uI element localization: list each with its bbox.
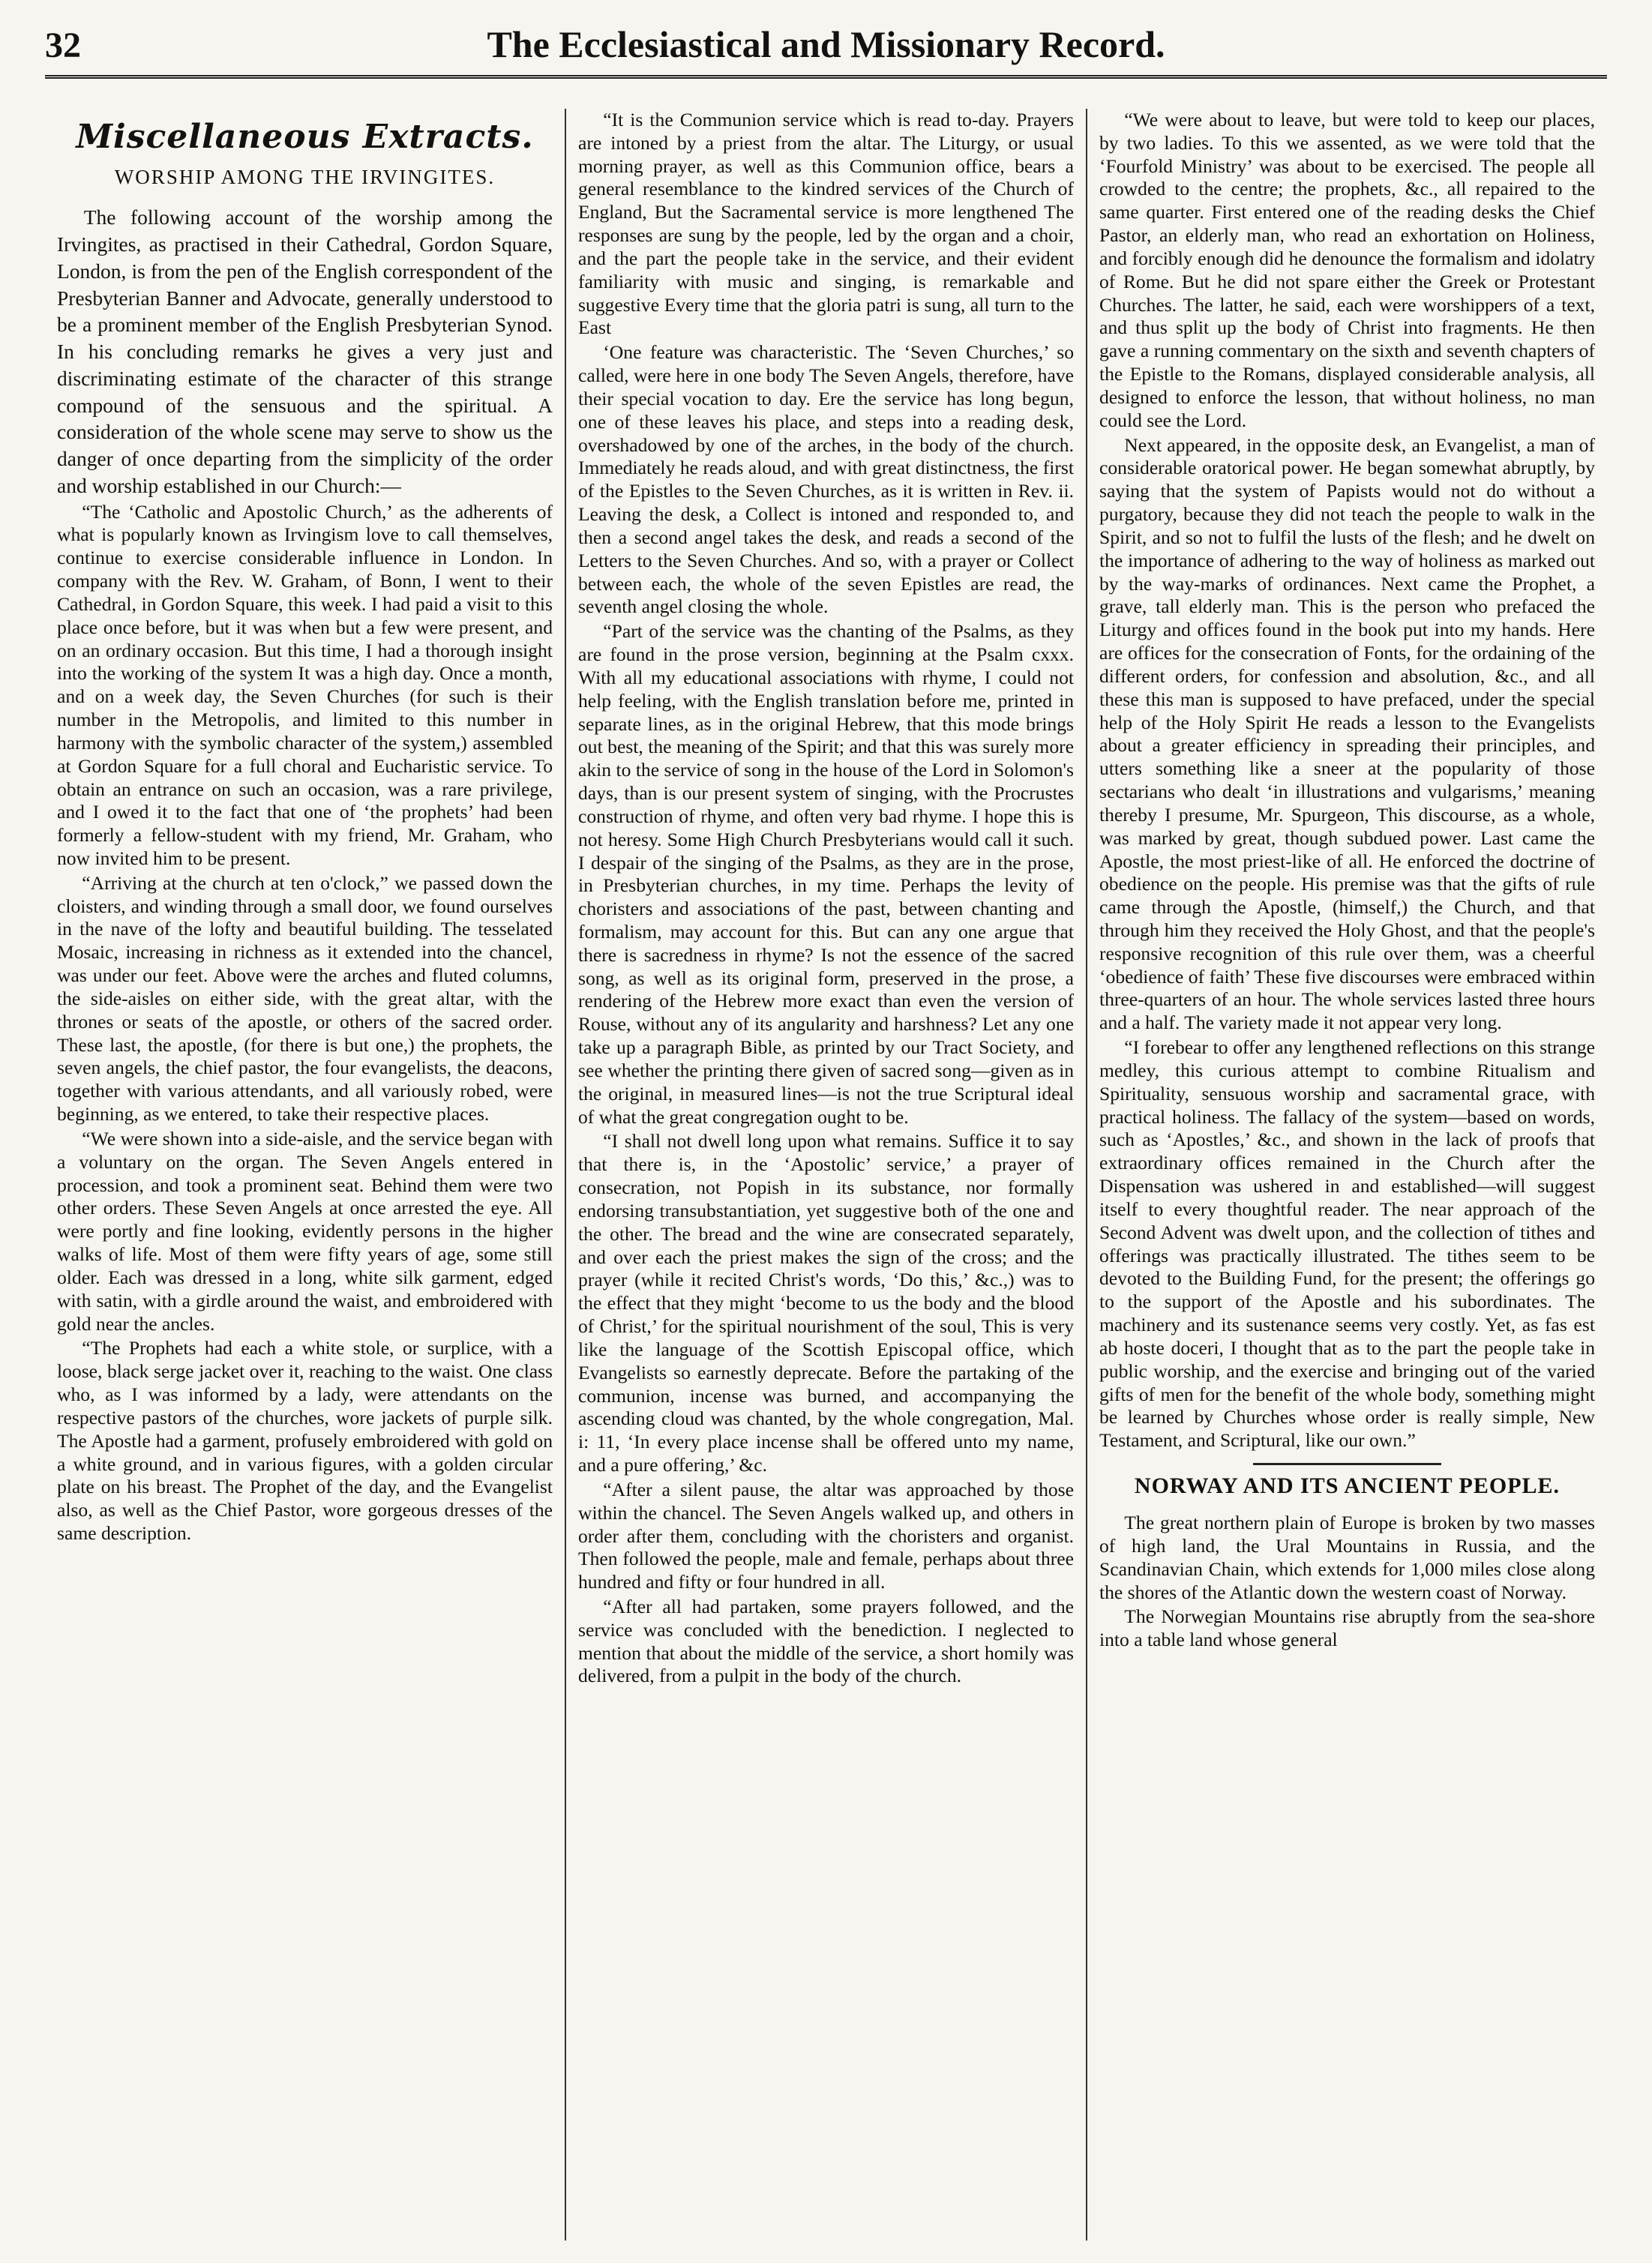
article-title-irvingites: WORSHIP AMONG THE IRVINGITES. bbox=[114, 165, 496, 188]
paragraph: “It is the Communion service which is read to-day. Prayers are intoned by a priest from the altar. The Liturgy, or usual morning prayer, as well as this Communion office, bears a general resemblance to the kindred services of the Church of England, But the Sacramental service is more lengthened The responses are sung by the people, led by the organ and a choir, and the part the people take in the service, and their evident familiarity with music and singing, is remarkable and suggestive Every time that the gloria patri is sung, all turn to the East bbox=[578, 109, 1074, 339]
paragraph: “I forebear to offer any lengthened reflections on this strange medley, this curious attempt to combine Ritualism and Spirituality, sensuous worship and sacramental grace, with practical holiness. The fallacy of the system—based on words, such as ‘Apostles,’ &c., and shown in the lack of proofs that extraordinary offices remained in the Church after the Dispensation was ushered in and established—will suggest itself to every thoughtful reader. The near approach of the Second Advent was dwelt upon, and the collection of tithes and offerings was practically illustrated. The tithes seem to be devoted to the Building Fund, for the present; the offerings go to the support of the Apostle and his subordinates. The machinery and its sustenance seems very costly. Yet, as fas est ab hoste doceri, I thought that as to the part the people take in public worship, and the exercise and bringing out of the varied gifts of men for the benefit of the whole body, something might be learned by Churches whose order is really simple, New Testament, and Scriptural, like our own.” bbox=[1099, 1036, 1595, 1452]
paragraph: Next appeared, in the opposite desk, an Evangelist, a man of considerable oratorical power. He began somewhat abruptly, by saying that the system of Papists would not do without a purgatory, because they did not teach the people to walk in the Spirit, and so not to fulfil the lusts of the flesh; and he dwelt on the importance of adhering to the way of holiness as marked out by the way-marks of ordinances. Next came the Prophet, a grave, tall elderly man. This is the person who prefaced the Liturgy and offices found in the book put into my hands. Here are offices for the consecration of Fonts, for the ordaining of the different orders, for confession and absolution, &c., and all these this man is supposed to have prefaced, under the special help of the Holy Spirit He reads a lesson to the Evangelists about a greater efficiency in spreading their principles, and utters something like a sneer at the popularity of those sectarians who dealt ‘in illustrations and vulgarisms,’ meaning thereby I presume, Mr. Spurgeon, This discourse, as a whole, was marked by great, though subdued power. Last came the Apostle, the most priest-like of all. He enforced the doctrine of obedience on the people. His premise was that the gifts of rule came through the Apostle, (himself,) the Church, and that through him they received the Holy Ghost, and that the people's responsive recognition of this rule over them, was a cheerful ‘obedience of faith’ These five discourses were embraced within three-quarters of an hour. The whole services lasted three hours and a half. The variety made it not appear very long. bbox=[1099, 433, 1595, 1034]
column-2 bbox=[565, 109, 1086, 2241]
paragraph: “We were shown into a side-aisle, and the service began with a voluntary on the organ. The Seven Angels entered in procession, and took a prominent seat. Behind them were two other orders. These Seven Angels at once arrested the eye. All were portly and fine looking, evidently persons in the higher walks of life. Most of them were fifty years of age, some still older. Each was dressed in a long, white silk garment, edged with satin, with a girdle around the waist, and embroidered with gold near the ancles. bbox=[57, 1127, 553, 1335]
text-columns bbox=[45, 109, 1607, 2241]
paragraph: “After a silent pause, the altar was approached by those within the chancel. The Seven Angels walked up, and others in order after them, concluding with the choristers and organist. Then followed the people, male and female, perhaps about three hundred and fifty or four hundred in all. bbox=[578, 1478, 1074, 1593]
section-divider bbox=[1253, 1463, 1441, 1465]
article-title-norway: NORWAY AND ITS ANCIENT PEOPLE. bbox=[1134, 1473, 1561, 1499]
section-title: Miscellaneous Extracts. bbox=[76, 118, 534, 156]
paragraph: “I shall not dwell long upon what remains. Suffice it to say that there is, in the ‘Apostolic’ service,’ a prayer of consecration, not Popish in its substance, nor formally endorsing transubstantiation, yet suggestive both of the one and the other. The bread and the wine are consecrated separately, and over each the priest makes the sign of the cross; and the prayer (while it recited Christ's words, ‘Do this,’ &c.,) was to the effect that they might ‘become to us the body and the blood of Christ,’ for the spiritual nourishment of the soul, This is very like the language of the Scottish Episcopal office, which Evangelists so earnestly deprecate. Before the partaking of the communion, incense was burned, and accompanying the ascending cloud was chanted, by the whole congregation, Mal. i: 11, ‘In every place incense shall be offered unto my name, and a pure offering,’ &c. bbox=[578, 1130, 1074, 1476]
paragraph: The great northern plain of Europe is broken by two masses of high land, the Ural Mountains in Russia, and the Scandinavian Chain, which extends for 1,000 miles close along the shores of the Atlantic down the western coast of Norway. bbox=[1099, 1512, 1595, 1603]
paragraph: The Norwegian Mountains rise abruptly from the sea-shore into a table land whose general bbox=[1099, 1605, 1595, 1651]
paragraph: The following account of the worship among the Irvingites, as practised in their Cathedral, Gordon Square, London, is from the pen of the English correspondent of the Presbyterian Banner and Advocate, generally understood to be a prominent member of the English Presbyterian Synod. In his concluding remarks he gives a very just and discriminating estimate of the character of this strange compound of the sensuous and the spiritual. A consideration of the whole scene may serve to show us the danger of once departing from the simplicity of the order and worship established in our Church:— bbox=[57, 205, 553, 497]
paragraph: “Part of the service was the chanting of the Psalms, as they are found in the prose version, beginning at the Psalm cxxx. With all my educational associations with rhyme, I could not help feeling, with the English translation before me, printed in separate lines, as in the original Hebrew, that this mode brings out best, the meaning of the Spirit; and that this was surely more akin to the service of song in the house of the Lord in Solomon's days, than is our present system of singing, with the Procrustes construction of rhyme, and often very bad rhyme. I hope this is not heresy. Some High Church Presbyterians would call it such. I despair of the singing of the Psalms, as they are in the prose, in Presbyterian churches, in my time. Perhaps the levity of choristers and associations of the past, between chanting and formalism, may account for this. But can any one argue that there is sacredness in rhyme? Is not the essence of the sacred song, as well as its original form, preserved in the prose, a rendering of the Hebrew more exact than even the version of Rouse, without any of its angularity and harshness? Let any one take up a paragraph Bible, as printed by our Tract Society, and see whether the printing there given of sacred song—given as in the original, in measured lines—is not the true Scriptural ideal of what the great congregation ought to be. bbox=[578, 620, 1074, 1128]
paragraph: ‘One feature was characteristic. The ‘Seven Churches,’ so called, were here in one body The Seven Angels, therefore, have their special vocation to day. Ere the service has long begun, one of these leaves his place, and steps into a reading desk, overshadowed by one of the arches, in the body of the church. Immediately he reads aloud, and with great distinctness, the first of the Epistles to the Seven Churches, as it is written in Rev. ii. Leaving the desk, a Collect is intoned and responded to, and then a second angel takes the desk, and reads a second of the Letters to the Seven Churches. And so, with a prayer or Collect between each, the whole of the seven Epistles are read, the seventh angel closing the whole. bbox=[578, 341, 1074, 618]
running-head bbox=[45, 22, 1607, 79]
column-3 bbox=[1086, 109, 1607, 2241]
paragraph: “The ‘Catholic and Apostolic Church,’ as the adherents of what is popularly known as Irvingism love to call themselves, continue to exercise considerable influence in London. In company with the Rev. W. Graham, of Bonn, I went to their Cathedral, in Gordon Square, this week. I had paid a visit to this place once before, but it was when but a few were present, and on an ordinary occasion. But this time, I had a thorough insight into the working of the system It was a high day. Once a month, and on a week day, the Seven Churches (for such is their number in the Metropolis, and limited to this number in harmony with the symbolic character of the system,) assembled at Gordon Square for a full choral and Eucharistic service. To obtain an entrance on such an occasion, was a rare privilege, and I owed it to the fact that one of ‘the prophets’ had been formerly a fellow-student with my friend, Mr. Graham, who now invited him to be present. bbox=[57, 500, 553, 869]
paragraph: “Arriving at the church at ten o'clock,” we passed down the cloisters, and winding through a small door, we found ourselves in the nave of the lofty and beautiful building. The tesselated Mosaic, increasing in richness as it extended into the chancel, was under our feet. Above were the arches and fluted columns, the side-aisles on either side, with the great altar, with the thrones or seats of the apostle, or others of the sacred order. These last, the apostle, (for there is but one,) the prophets, the seven angels, the chief pastor, the four evangelists, the deacons, together with various attendants, and all variously robed, were beginning, as we entered, to take their respective places. bbox=[57, 871, 553, 1126]
journal-title: The Ecclesiastical and Missionary Record. bbox=[487, 23, 1165, 65]
paragraph: “We were about to leave, but were told to keep our places, by two ladies. To this we assented, as we were told that the ‘Fourfold Ministry’ was about to be exercised. The people all crowded to the centre; the prophets, &c., all repaired to the same quarter. First entered one of the reading desks the Chief Pastor, an elderly man, who read an exhortation on Holiness, and forcibly enough did he denounce the formalism and idolatry of Rome. But he did not spare either the Greek or Protestant Churches. The latter, he said, each were worshippers of a text, and thus split up the body of Christ into fragments. He then gave a running commentary on the sixth and seventh chapters of the Epistle to the Romans, displayed considerable analysis, all designed to enforce the lesson, that without holiness, no man could see the Lord. bbox=[1099, 109, 1595, 431]
paragraph: “The Prophets had each a white stole, or surplice, with a loose, black serge jacket over it, reaching to the waist. One class who, as I was informed by a lady, were attendants on the respective pastors of the churches, wore jackets of purple silk. The Apostle had a garment, profusely embroidered with gold on a white ground, and in various figures, with a golden circular plate on his breast. The Prophet of the day, and the Evangelist also, as well as the Chief Pastor, wore gorgeous dresses of the same description. bbox=[57, 1337, 553, 1545]
column-1 bbox=[45, 109, 565, 2241]
paragraph: “After all had partaken, some prayers followed, and the service was concluded with the benediction. I neglected to mention that about the middle of the service, a short homily was delivered, from a pulpit in the body of the church. bbox=[578, 1596, 1074, 1687]
page-number: 32 bbox=[45, 25, 81, 65]
